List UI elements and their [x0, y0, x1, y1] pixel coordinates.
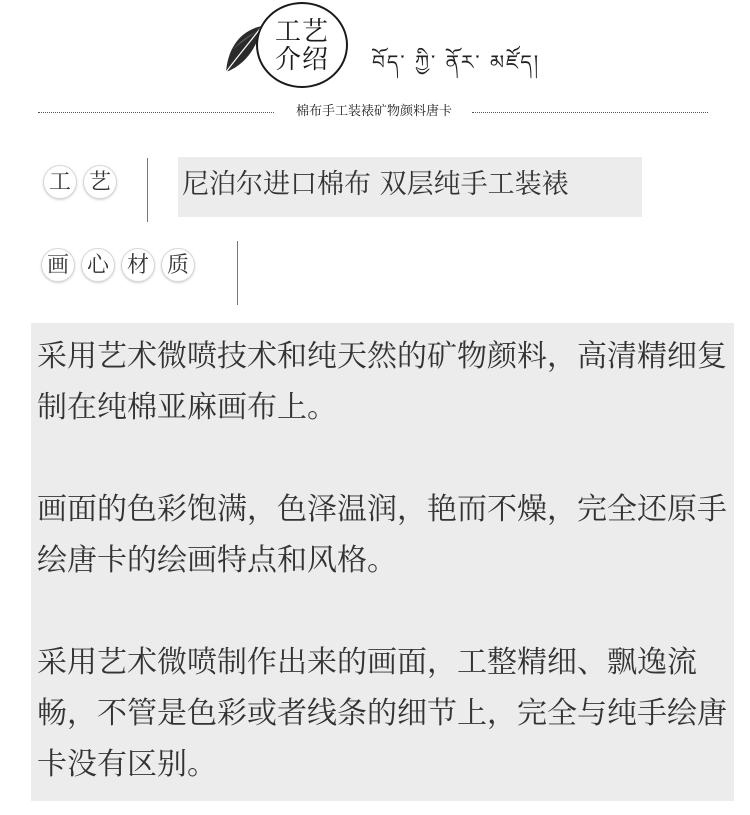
craft-value: 尼泊尔进口棉布 双层纯手工装裱 [178, 157, 642, 217]
dotted-divider-right [472, 112, 708, 113]
material-label [41, 248, 195, 282]
dotted-divider-left [38, 112, 274, 113]
material-label-char: 画 [41, 248, 75, 282]
vertical-divider [147, 158, 148, 222]
craft-label [43, 165, 117, 199]
material-label-char: 心 [81, 248, 115, 282]
description-panel [31, 323, 734, 801]
material-label-char: 材 [121, 248, 155, 282]
description-paragraph: 采用艺术微喷技术和纯天然的矿物颜料，高清精细复制在纯棉亚麻画布上。 [37, 339, 727, 425]
material-label-char: 质 [161, 248, 195, 282]
product-subtitle: 棉布手工装裱矿物颜料唐卡 [295, 104, 452, 119]
craft-label-char: 工 [43, 165, 77, 199]
vertical-divider [237, 241, 238, 305]
section-title-line2: 介绍 [274, 45, 329, 75]
description-paragraph: 画面的色彩饱满，色泽温润，艳而不燥，完全还原手绘唐卡的绘画特点和风格。 [37, 492, 727, 578]
section-title-line1: 工艺 [274, 17, 329, 47]
section-title-badge [256, 2, 348, 88]
description-paragraph: 采用艺术微喷制作出来的画面，工整精细、飘逸流畅，不管是色彩或者线条的细节上，完全与纯手绘唐卡没有区别。 [37, 645, 727, 782]
craft-label-char: 艺 [83, 165, 117, 199]
tibetan-title: བོད་ ཀྱི་ ནོར་ མཛོད། [372, 50, 541, 74]
